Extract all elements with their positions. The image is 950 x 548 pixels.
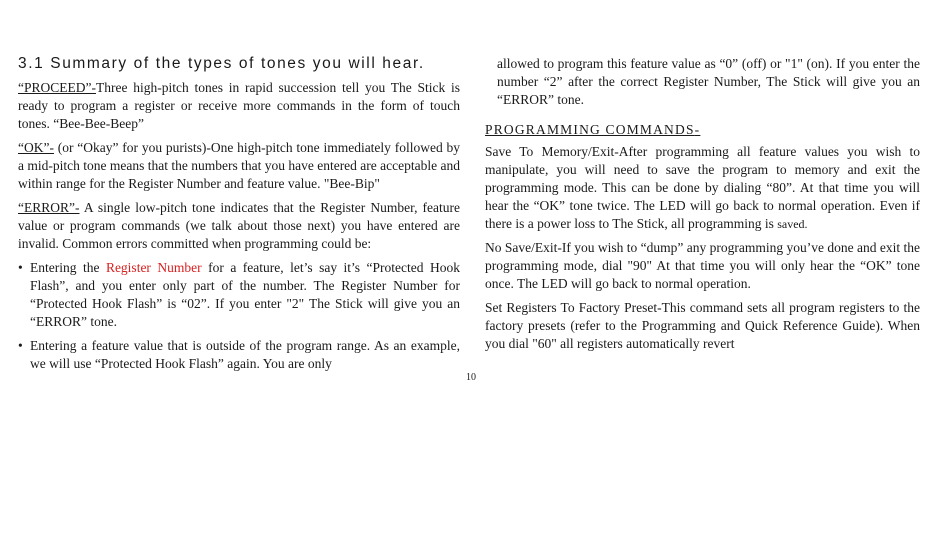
error-paragraph bbox=[18, 199, 460, 253]
save-text: Save To Memory/Exit-After programming all feature values you wish to manipulate, you will need to save the program to memory and exit the programming mode. This can be done by dialing “80”. At that time you will hear the “OK” tone twice. The LED will go back to normal operation. Even if there is a power loss to The Stick, all programming is bbox=[485, 144, 920, 231]
bullet-icon: • bbox=[18, 338, 23, 353]
page-number: 10 bbox=[466, 372, 476, 383]
programming-commands-title bbox=[485, 121, 920, 139]
bullet2-continuation: allowed to program this feature value as “0” (off) or "1" (on). If you enter the number “2” after the correct Register Number, The Stick will give you an “ERROR” tone. bbox=[497, 56, 920, 107]
save-end: saved. bbox=[777, 217, 808, 231]
bullet1-before: Entering the bbox=[30, 260, 106, 275]
ok-paragraph bbox=[18, 139, 460, 193]
error-text: A single low-pitch tone indicates that the Register Number, feature value or program commands (we talk about those next) you have entered are invalid. Common errors committed when programming could be: bbox=[18, 200, 460, 251]
proceed-text: Three high-pitch tones in rapid succession tell you The Stick is ready to program a register or receive more commands in the form of touch tones. “Bee-Bee-Beep” bbox=[18, 80, 460, 131]
register-number-highlight: Register Number bbox=[105, 260, 202, 275]
programming-commands-label: PROGRAMMING COMMANDS bbox=[485, 122, 695, 137]
bullet2-text: Entering a feature value that is outside of the program range. As an example, we will use “Protected Hook Flash” again. You are only bbox=[30, 338, 460, 371]
ok-text: (or “Okay” for you purists)-One high-pitch tone immediately followed by a mid-pitch tone means that the numbers that you have entered are acceptable and within range for the Register Number and feature value. "Bee-Bip" bbox=[18, 140, 460, 191]
no-save-exit-paragraph: No Save/Exit-If you wish to “dump” any programming you’ve done and exit the programming mode, dial "90" At that time you will only hear the “OK” tone once. The LED will go back to normal operation. bbox=[485, 240, 920, 291]
proceed-paragraph bbox=[18, 79, 460, 133]
left-page bbox=[18, 55, 460, 379]
error-example-1 bbox=[18, 259, 460, 331]
right-page bbox=[485, 55, 920, 359]
programming-commands-suffix: - bbox=[694, 122, 701, 137]
bullet1-after: for a feature, let’s say it’s “Protected Hook Flash”, and you enter only part of the number. The Register Number for “Protected Hook Flash” is “02”. If you enter "2" The Stick will give you an “ERROR” tone. bbox=[30, 260, 460, 329]
proceed-term: “PROCEED”- bbox=[18, 80, 96, 95]
section-heading: 3.1 Summary of the types of tones you will hear. bbox=[18, 55, 425, 72]
error-term: “ERROR”- bbox=[18, 200, 80, 215]
factory-preset-paragraph: Set Registers To Factory Preset-This command sets all program registers to the factory presets (refer to the Programming and Quick Reference Guide). When you dial "60" all registers automatically revert bbox=[485, 300, 920, 351]
bullet-icon: • bbox=[18, 260, 23, 275]
save-to-memory-paragraph bbox=[485, 143, 920, 233]
error-example-2 bbox=[18, 337, 460, 373]
ok-term: “OK”- bbox=[18, 140, 54, 155]
